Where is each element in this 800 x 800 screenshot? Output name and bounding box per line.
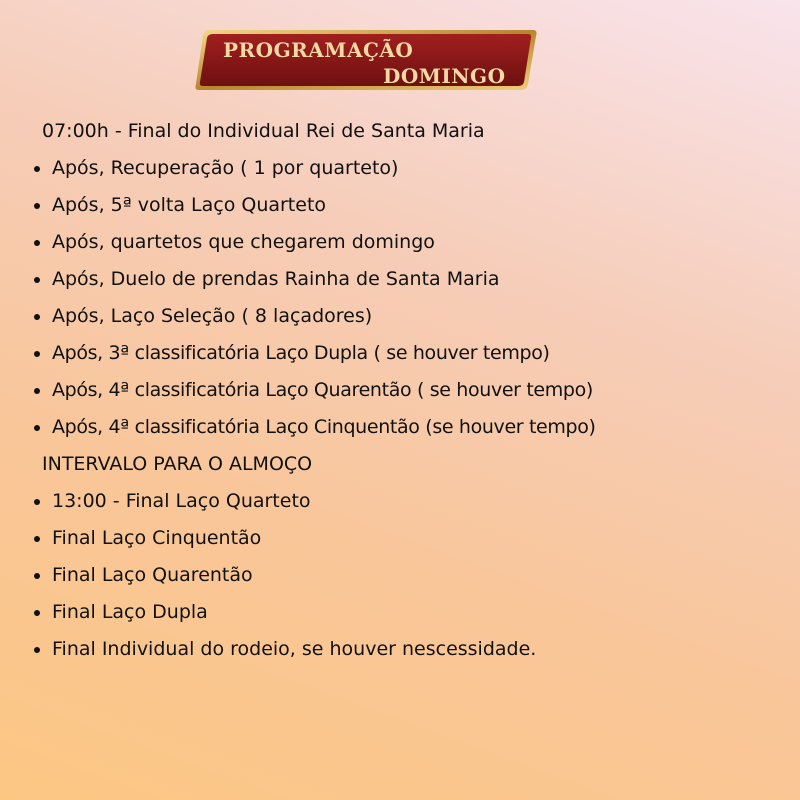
bullet-icon xyxy=(34,647,40,653)
bullet-icon xyxy=(34,536,40,542)
schedule-list xyxy=(30,113,790,668)
list-item: Após, Laço Seleção ( 8 laçadores) xyxy=(30,298,790,335)
schedule-heading: 07:00h - Final do Individual Rei de Santa Maria xyxy=(42,120,485,142)
bullet-icon xyxy=(34,277,40,283)
list-item: Após, 4ª classificatória Laço Quarentão ( se houver tempo) xyxy=(30,372,790,409)
banner-title-line2: DOMINGO xyxy=(383,64,506,88)
bullet-icon xyxy=(34,166,40,172)
bullet-icon xyxy=(34,240,40,246)
bullet-icon xyxy=(34,203,40,209)
bullet-icon xyxy=(34,425,40,431)
list-item: Após, Duelo de prendas Rainha de Santa Maria xyxy=(30,261,790,298)
bullet-icon xyxy=(34,573,40,579)
list-item: Final Laço Dupla xyxy=(30,594,790,631)
bullet-icon xyxy=(34,351,40,357)
bullet-icon xyxy=(34,314,40,320)
list-item: Após, 4ª classificatória Laço Cinquentão (se houver tempo) xyxy=(30,409,790,446)
bullet-icon xyxy=(34,499,40,505)
list-item: 13:00 - Final Laço Quarteto xyxy=(30,483,790,520)
title-banner xyxy=(195,24,540,96)
bullet-icon xyxy=(34,610,40,616)
bullet-icon xyxy=(34,388,40,394)
list-item: Após, quartetos que chegarem domingo xyxy=(30,224,790,261)
lunch-break-heading: INTERVALO PARA O ALMOÇO xyxy=(42,453,313,475)
list-item: Após, Recuperação ( 1 por quarteto) xyxy=(30,150,790,187)
list-item: Final Laço Quarentão xyxy=(30,557,790,594)
banner-title-line1: PROGRAMAÇÃO xyxy=(223,38,414,62)
list-item: Final Individual do rodeio, se houver nescessidade. xyxy=(30,631,790,668)
list-item: Após, 5ª volta Laço Quarteto xyxy=(30,187,790,224)
list-item: Final Laço Cinquentão xyxy=(30,520,790,557)
list-item: Após, 3ª classificatória Laço Dupla ( se houver tempo) xyxy=(30,335,790,372)
